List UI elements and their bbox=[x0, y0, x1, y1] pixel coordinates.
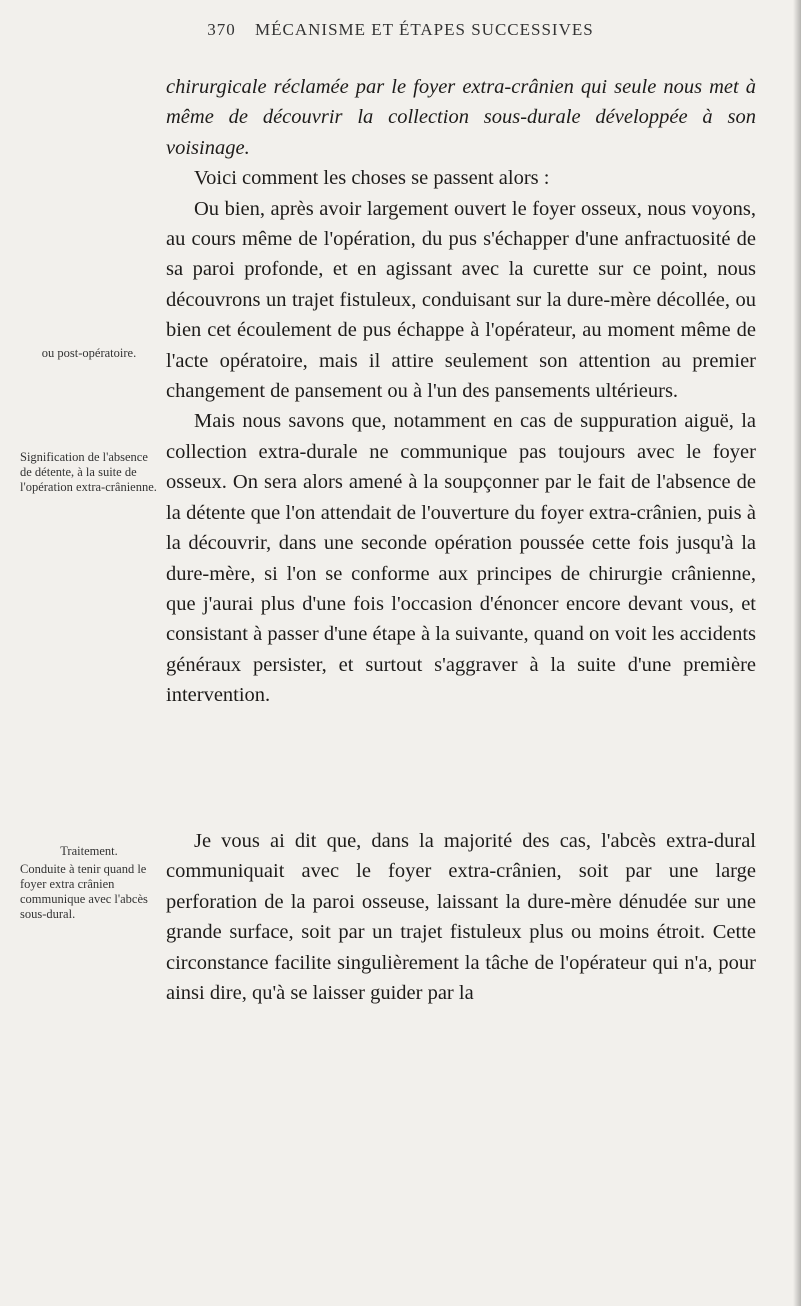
running-header bbox=[0, 20, 801, 40]
paragraph: Mais nous savons que, notamment en cas de suppuration aiguë, la collection extra-durale ne communique pas toujours avec le foyer osseux. On sera alors amené à la soupçonner par le fait de l'absence de la détente que l'on attendait de l'ouverture du foyer extra-crânien, puis à la découvrir, dans une seconde opération poussée cette fois jusqu'à la dure-mère, si l'on se conforme aux principes de chirurgie crânienne, que j'aurai plus d'une fois l'occasion d'énoncer encore devant vous, et consistant à passer d'une étape à la suivante, quand on voit les accidents généraux persister, et surtout s'aggraver à la suite d'une première intervention. bbox=[166, 410, 756, 707]
paragraph: chirurgicale réclamée par le foyer extra-crânien qui seule nous met à même de découvrir la collection sous-durale développée à son voisinage. bbox=[166, 76, 756, 159]
main-text-block-1 bbox=[166, 72, 756, 711]
page-number: 370 bbox=[207, 20, 236, 39]
page-edge-shadow bbox=[793, 0, 801, 1306]
running-title: MÉCANISME ET ÉTAPES SUCCESSIVES bbox=[255, 20, 594, 39]
margin-note: Signification de l'absence de détente, à la suite de l'opération extra-crânienne. bbox=[20, 450, 157, 494]
margin-note: ou post-opératoire. bbox=[41, 346, 137, 360]
paragraph: Je vous ai dit que, dans la majorité des cas, l'abcès extra-dural communiquait avec le foyer extra-crânien, soit par une large perforation de la paroi osseuse, laissant la dure-mère dénudée sur une grande surface, soit par un trajet fistuleux plus ou moins étroit. Cette circonstance facilite singulièrement la tâche de l'opérateur qui n'a, pour ainsi dire, qu'à se laisser guider par la bbox=[166, 830, 756, 1005]
paragraph: Ou bien, après avoir largement ouvert le foyer osseux, nous voyons, au cours même de l'opération, du pus s'échapper d'une anfractuosité de sa paroi profonde, et en agissant avec la curette sur ce point, nous découvrons un trajet fistuleux, conduisant sur la dure-mère décollée, ou bien cet écoulement de pus échappe à l'opérateur, au moment même de l'acte opératoire, mais il attire seulement son attention au premier changement de pansement ou à l'un des pansements ultérieurs. bbox=[166, 197, 756, 403]
margin-note: Conduite à tenir quand le foyer extra crânien communique avec l'abcès sous-dural. bbox=[20, 862, 148, 921]
paragraph: Voici comment les choses se passent alors : bbox=[194, 167, 550, 190]
margin-note: Traitement. bbox=[60, 844, 118, 858]
main-text-block-2 bbox=[166, 826, 756, 1008]
